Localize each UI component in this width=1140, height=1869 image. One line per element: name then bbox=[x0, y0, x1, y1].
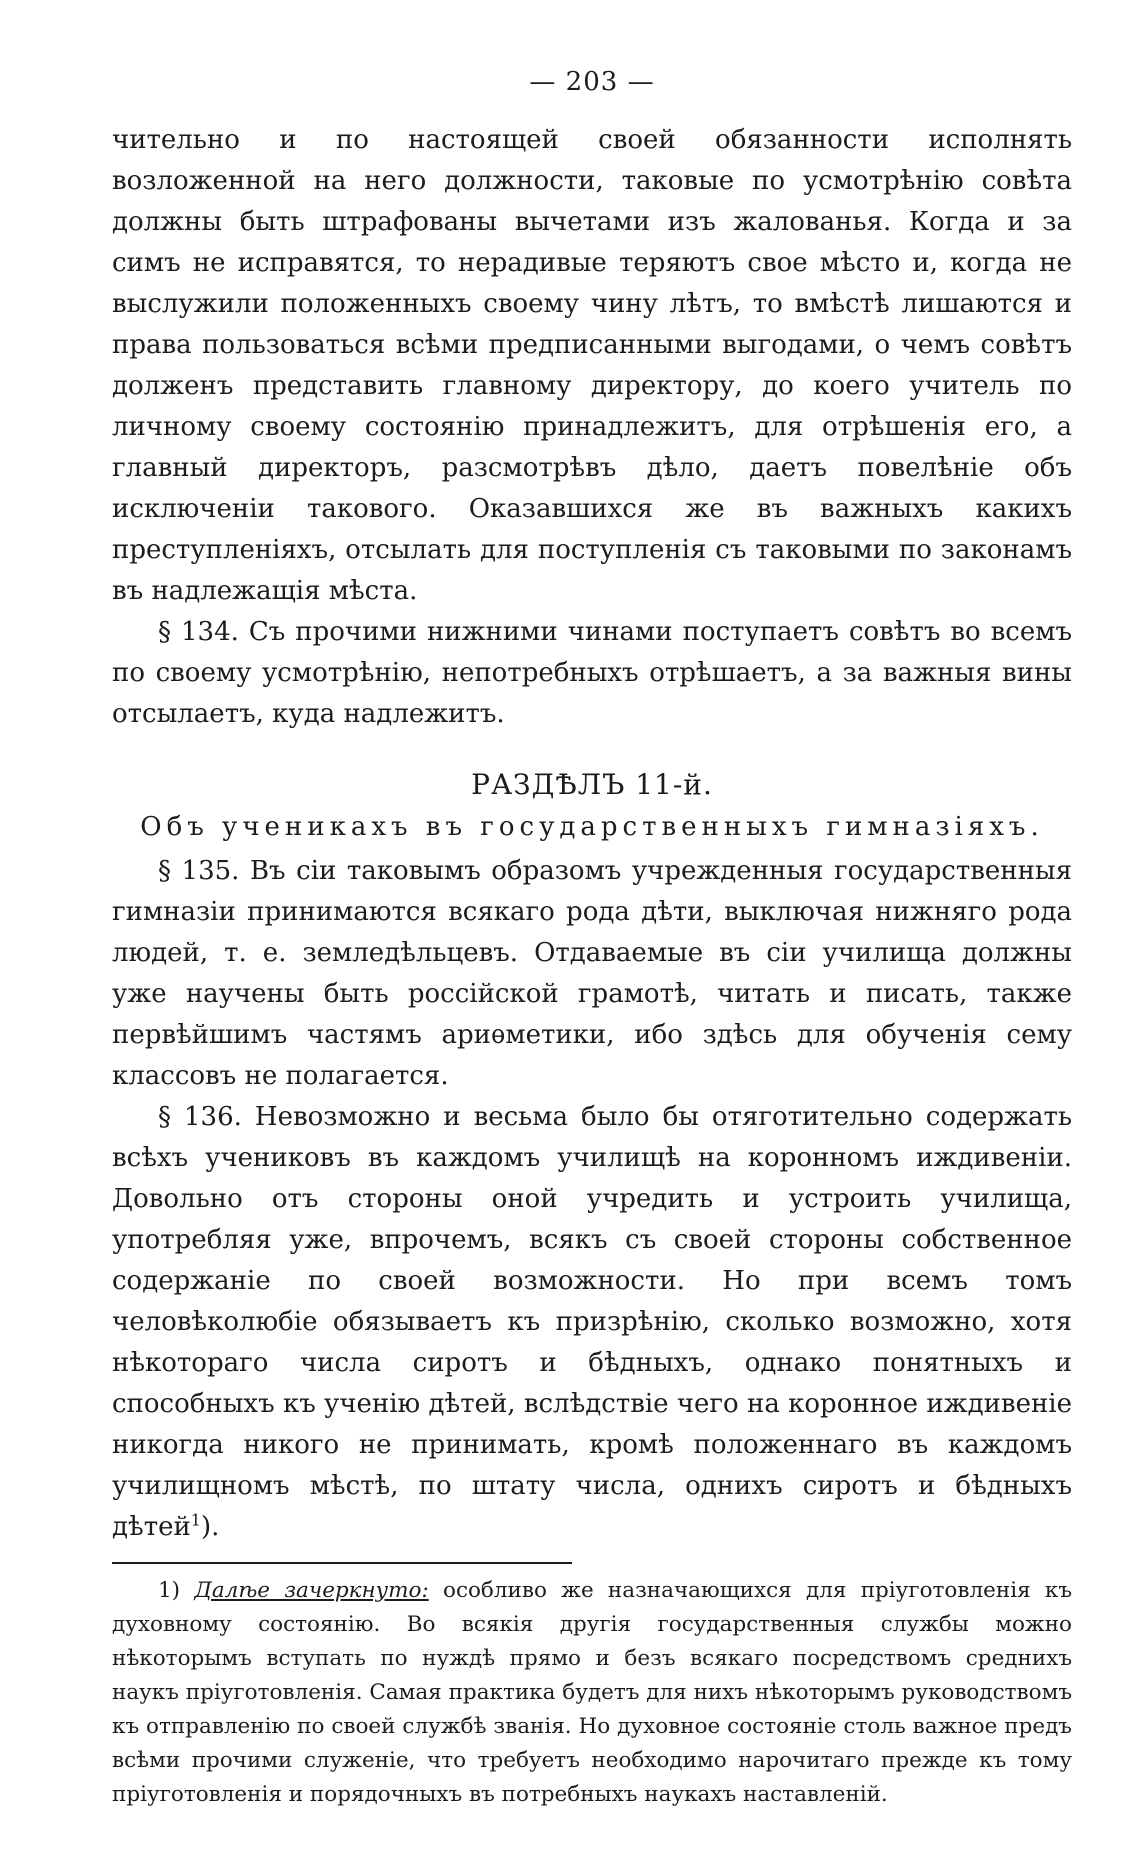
paragraph-continuation: чительно и по настоящей своей обязанности исполнять возложенной на него должности, таковые по усмотрѣнію совѣта должны быть штрафованы вычетами изъ жалованья. Когда и за симъ не исправятся, то нерадивые теряютъ свое мѣсто и, когда не выслужили положенныхъ своему чину лѣтъ, то вмѣстѣ лишаются и права пользоваться всѣми предписанными выгодами, о чемъ совѣтъ долженъ представить главному директору, до коего учитель по личному своему состоянію принадлежитъ, для отрѣшенія его, а главный директоръ, разсмотрѣвъ дѣло, даетъ повелѣніе объ исключеніи такового. Оказавшихся же въ важныхъ какихъ преступленіяхъ, отсылать для поступленія съ таковыми по законамъ въ надлежащія мѣста. bbox=[112, 125, 1072, 606]
paragraph-136-text: § 136. Невозможно и весьма было бы отяготительно содержать всѣхъ учениковъ въ каждомъ училищѣ на коронномъ иждивеніи. Довольно отъ стороны оной учредить и устроить училища, употребляя уже, впрочемъ, всякъ съ своей стороны собственное содержаніе по своей возможности. Но при всемъ томъ человѣколюбіе обязываетъ къ призрѣнію, сколько возможно, хотя нѣкотораго числа сиротъ и бѣдныхъ, однако понятныхъ и способныхъ къ ученію дѣтей, вслѣдствіе чего на коронное иждивеніе никогда никого не принимать, кромѣ положеннаго въ каждомъ училищномъ мѣстѣ, по штату числа, однихъ сиротъ и бѣдныхъ дѣтей bbox=[112, 1102, 1072, 1542]
footnote-text: особливо же назначающихся для пріуготовленія къ духовному состоянію. Во всякія другія государственныя службы можно нѣкоторымъ вступать по нуждѣ прямо и безъ всякаго посредствомъ среднихъ наукъ пріуготовленія. Самая практика будетъ для нихъ нѣкоторымъ руководствомъ къ отправленію по своей службѣ званія. Но духовное состояніе столь важное предъ всѣми прочими служеніе, что требуетъ необходимо нарочитаго прежде къ тому пріуготовленія и порядочныхъ въ потребныхъ наукахъ наставленій. bbox=[112, 1578, 1073, 1807]
paragraph-136-end: ). bbox=[200, 1512, 220, 1542]
footnote-number: 1) bbox=[158, 1578, 181, 1603]
document-page bbox=[112, 62, 1072, 1812]
footnote-marker: 1 bbox=[190, 1510, 201, 1530]
paragraph-136 bbox=[112, 1097, 1072, 1548]
section-subtitle: Объ ученикахъ въ государственныхъ гимназіяхъ. bbox=[140, 812, 1044, 842]
paragraph-135: § 135. Въ сіи таковымъ образомъ учрежденныя государственныя гимназіи принимаются всякаго рода дѣти, выключая нижняго рода людей, т. е. земледѣльцевъ. Отдаваемые въ сіи училища должны уже научены быть россійской грамотѣ, читать и писать, также первѣйшимъ частямъ ариѳметики, ибо здѣсь для обученія сему классовъ не полагается. bbox=[112, 856, 1072, 1091]
footnote-reference: Далѣе зачеркнуто: bbox=[194, 1578, 429, 1603]
page-number: — 203 — bbox=[529, 67, 655, 97]
footnote bbox=[112, 1574, 1072, 1812]
paragraph-134: § 134. Съ прочими нижними чинами поступаетъ совѣтъ во всемъ по своему усмотрѣнію, непотребныхъ отрѣшаетъ, а за важныя вины отсылаетъ, куда надлежитъ. bbox=[112, 617, 1072, 729]
section-title: РАЗДѢЛЪ 11-й. bbox=[471, 768, 713, 801]
footnote-divider bbox=[112, 1562, 572, 1564]
